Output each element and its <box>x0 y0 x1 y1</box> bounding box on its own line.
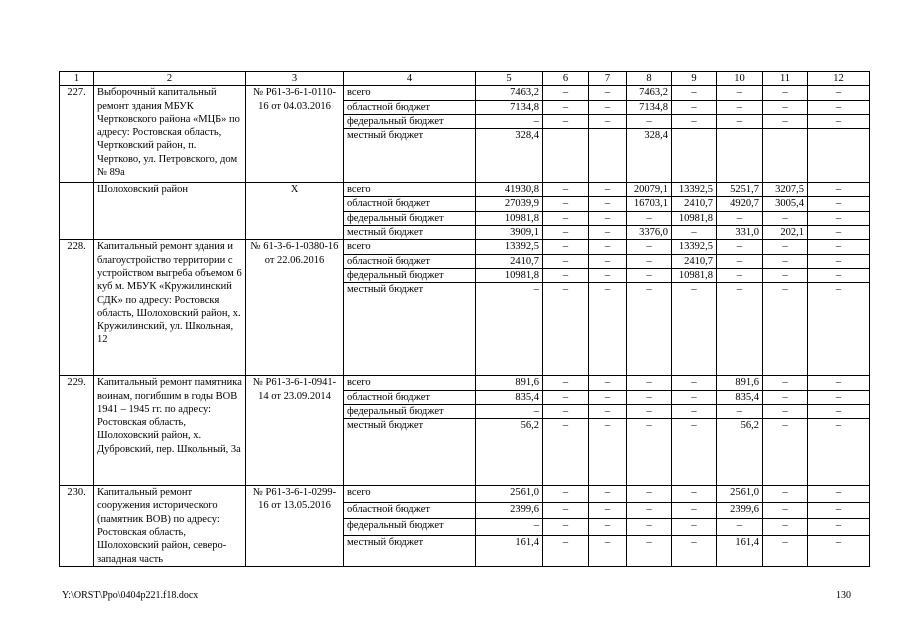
budget-table <box>59 71 870 567</box>
document-ref: № 61-3-6-1-0380-16 от 22.06.2016 <box>246 240 344 376</box>
amount-cell: – <box>672 226 717 240</box>
amount-cell <box>808 129 870 183</box>
amount-cell: – <box>589 268 627 282</box>
amount-cell: – <box>672 114 717 128</box>
amount-cell: – <box>627 519 672 536</box>
amount-cell: – <box>627 404 672 418</box>
document-ref: Х <box>246 183 344 240</box>
amount-cell: – <box>717 404 763 418</box>
amount-cell: – <box>589 240 627 254</box>
amount-cell: 10981,8 <box>672 268 717 282</box>
amount-cell: 835,4 <box>717 390 763 404</box>
amount-cell: – <box>808 226 870 240</box>
amount-cell: – <box>672 502 717 519</box>
document-ref: № Р61-3-6-1-0299-16 от 13.05.2016 <box>246 486 344 567</box>
amount-cell: – <box>476 114 543 128</box>
amount-cell: 5251,7 <box>717 183 763 197</box>
amount-cell: – <box>627 486 672 503</box>
amount-cell: – <box>589 211 627 225</box>
amount-cell: – <box>808 376 870 390</box>
amount-cell <box>672 129 717 183</box>
amount-cell: – <box>808 183 870 197</box>
funding-source-label: областной бюджет <box>344 197 476 211</box>
amount-cell <box>543 129 589 183</box>
amount-cell: – <box>589 404 627 418</box>
funding-source-label: федеральный бюджет <box>344 404 476 418</box>
amount-cell <box>763 129 808 183</box>
amount-cell: 7463,2 <box>627 86 672 100</box>
funding-source-label: федеральный бюджет <box>344 268 476 282</box>
document-ref: № Р61-3-6-1-0110-16 от 04.03.2016 <box>246 86 344 183</box>
table-row <box>60 486 870 503</box>
funding-source-label: областной бюджет <box>344 254 476 268</box>
amount-cell: – <box>672 86 717 100</box>
amount-cell: – <box>763 486 808 503</box>
amount-cell: – <box>589 254 627 268</box>
amount-cell: – <box>672 390 717 404</box>
column-number: 9 <box>672 72 717 86</box>
amount-cell: – <box>763 419 808 486</box>
amount-cell: – <box>763 535 808 566</box>
amount-cell: – <box>808 404 870 418</box>
column-number: 5 <box>476 72 543 86</box>
amount-cell: – <box>672 100 717 114</box>
amount-cell: – <box>808 486 870 503</box>
column-number: 7 <box>589 72 627 86</box>
amount-cell: 16703,1 <box>627 197 672 211</box>
amount-cell: – <box>627 502 672 519</box>
amount-cell: – <box>589 390 627 404</box>
amount-cell: 161,4 <box>476 535 543 566</box>
amount-cell: – <box>627 268 672 282</box>
funding-source-label: местный бюджет <box>344 226 476 240</box>
column-number: 1 <box>60 72 94 86</box>
amount-cell: – <box>627 376 672 390</box>
amount-cell: – <box>808 419 870 486</box>
amount-cell: – <box>476 404 543 418</box>
amount-cell: 3909,1 <box>476 226 543 240</box>
funding-source-label: областной бюджет <box>344 390 476 404</box>
amount-cell: – <box>808 535 870 566</box>
amount-cell: – <box>627 254 672 268</box>
amount-cell: – <box>543 268 589 282</box>
object-name: Капитальный ремонт здания и благоустройство территории с устройством выгреба объемом 6 куб м. МБУК «Кружилинский СДК» по адресу: Ростовскя область, Шолоховский район, х. Кружилинский, ул. Школьная, 12 <box>94 240 246 376</box>
column-number: 11 <box>763 72 808 86</box>
amount-cell: – <box>672 486 717 503</box>
amount-cell: 2410,7 <box>672 254 717 268</box>
amount-cell: 10981,8 <box>476 268 543 282</box>
footer-file-path: Y:\ORST\Ppo\0404p221.f18.docx <box>62 590 199 601</box>
amount-cell: 10981,8 <box>672 211 717 225</box>
amount-cell: – <box>808 197 870 211</box>
amount-cell: – <box>672 535 717 566</box>
amount-cell: 2410,7 <box>476 254 543 268</box>
funding-source-label: областной бюджет <box>344 502 476 519</box>
column-number: 10 <box>717 72 763 86</box>
amount-cell <box>717 129 763 183</box>
amount-cell: – <box>627 114 672 128</box>
amount-cell: 3207,5 <box>763 183 808 197</box>
funding-source-label: местный бюджет <box>344 419 476 486</box>
amount-cell: – <box>717 283 763 376</box>
document-ref: № Р61-3-6-1-0941-14 от 23.09.2014 <box>246 376 344 486</box>
amount-cell: 328,4 <box>476 129 543 183</box>
amount-cell: – <box>543 240 589 254</box>
object-name: Шолоховский район <box>94 183 246 240</box>
amount-cell: 56,2 <box>717 419 763 486</box>
amount-cell: – <box>808 502 870 519</box>
object-number: 227. <box>60 86 94 183</box>
object-name: Капитальный ремонт сооружения исторического (памятник ВОВ) по адресу: Ростовская область, Шолоховский район, северо-западная часть <box>94 486 246 567</box>
amount-cell: – <box>717 268 763 282</box>
object-number: 228. <box>60 240 94 376</box>
amount-cell: – <box>589 519 627 536</box>
amount-cell: 41930,8 <box>476 183 543 197</box>
amount-cell: 2561,0 <box>476 486 543 503</box>
amount-cell: 835,4 <box>476 390 543 404</box>
amount-cell: – <box>717 86 763 100</box>
amount-cell: 202,1 <box>763 226 808 240</box>
amount-cell: – <box>763 404 808 418</box>
object-number: 229. <box>60 376 94 486</box>
amount-cell: 2410,7 <box>672 197 717 211</box>
amount-cell: – <box>627 535 672 566</box>
amount-cell: – <box>763 254 808 268</box>
amount-cell: – <box>543 283 589 376</box>
amount-cell: – <box>672 519 717 536</box>
amount-cell: – <box>717 114 763 128</box>
amount-cell: – <box>627 211 672 225</box>
amount-cell: – <box>543 376 589 390</box>
amount-cell: – <box>808 240 870 254</box>
amount-cell: – <box>763 268 808 282</box>
amount-cell: 13392,5 <box>476 240 543 254</box>
amount-cell: – <box>763 86 808 100</box>
amount-cell: – <box>589 486 627 503</box>
object-number: 230. <box>60 486 94 567</box>
amount-cell: – <box>763 240 808 254</box>
amount-cell: – <box>543 197 589 211</box>
funding-source-label: местный бюджет <box>344 129 476 183</box>
amount-cell: – <box>589 535 627 566</box>
amount-cell: – <box>763 519 808 536</box>
amount-cell: 20079,1 <box>627 183 672 197</box>
amount-cell: – <box>589 100 627 114</box>
funding-source-label: федеральный бюджет <box>344 114 476 128</box>
amount-cell: – <box>543 535 589 566</box>
amount-cell: 3005,4 <box>763 197 808 211</box>
funding-source-label: всего <box>344 376 476 390</box>
amount-cell: – <box>589 419 627 486</box>
amount-cell: – <box>589 114 627 128</box>
amount-cell: – <box>476 519 543 536</box>
funding-source-label: областной бюджет <box>344 100 476 114</box>
amount-cell: – <box>808 114 870 128</box>
column-number: 8 <box>627 72 672 86</box>
amount-cell: – <box>627 283 672 376</box>
amount-cell: – <box>543 100 589 114</box>
amount-cell: 3376,0 <box>627 226 672 240</box>
amount-cell: – <box>763 100 808 114</box>
table-row <box>60 183 870 197</box>
amount-cell: – <box>543 183 589 197</box>
amount-cell: – <box>717 211 763 225</box>
amount-cell: – <box>763 502 808 519</box>
column-number: 6 <box>543 72 589 86</box>
amount-cell: – <box>672 419 717 486</box>
amount-cell: – <box>763 283 808 376</box>
amount-cell: – <box>808 283 870 376</box>
object-number <box>60 183 94 240</box>
amount-cell: – <box>543 502 589 519</box>
amount-cell: 2399,6 <box>476 502 543 519</box>
column-number: 3 <box>246 72 344 86</box>
amount-cell: 2561,0 <box>717 486 763 503</box>
table-row <box>60 86 870 100</box>
amount-cell: – <box>589 376 627 390</box>
object-name: Выборочный капитальный ремонт здания МБУК Чертковского района «МЦБ» по адресу: Ростовская область, Чертковский район, п. Чертково, ул. Петровского, дом № 89а <box>94 86 246 183</box>
amount-cell: – <box>543 390 589 404</box>
amount-cell: 56,2 <box>476 419 543 486</box>
amount-cell: – <box>808 254 870 268</box>
funding-source-label: федеральный бюджет <box>344 519 476 536</box>
funding-source-label: всего <box>344 183 476 197</box>
amount-cell: 4920,7 <box>717 197 763 211</box>
amount-cell: – <box>627 390 672 404</box>
amount-cell: – <box>808 268 870 282</box>
funding-source-label: всего <box>344 486 476 503</box>
amount-cell: 27039,9 <box>476 197 543 211</box>
amount-cell: 891,6 <box>717 376 763 390</box>
amount-cell: – <box>717 519 763 536</box>
funding-source-label: местный бюджет <box>344 535 476 566</box>
amount-cell: – <box>543 404 589 418</box>
amount-cell: 328,4 <box>627 129 672 183</box>
amount-cell: – <box>589 86 627 100</box>
amount-cell: – <box>808 390 870 404</box>
amount-cell: – <box>763 376 808 390</box>
table-row <box>60 240 870 254</box>
amount-cell: – <box>627 240 672 254</box>
amount-cell: – <box>543 419 589 486</box>
amount-cell: – <box>717 240 763 254</box>
amount-cell: – <box>589 197 627 211</box>
amount-cell: – <box>543 114 589 128</box>
amount-cell: 2399,6 <box>717 502 763 519</box>
amount-cell: 10981,8 <box>476 211 543 225</box>
object-name: Капитальный ремонт памятника воинам, погибшим в годы ВОВ 1941 – 1945 гг. по адресу: Ростовская область, Шолоховский район, х. Дубровский, пер. Школьный, 3а <box>94 376 246 486</box>
amount-cell: – <box>808 211 870 225</box>
amount-cell: – <box>672 283 717 376</box>
amount-cell: – <box>808 519 870 536</box>
amount-cell: – <box>543 254 589 268</box>
amount-cell: 7463,2 <box>476 86 543 100</box>
amount-cell: – <box>808 100 870 114</box>
funding-source-label: федеральный бюджет <box>344 211 476 225</box>
amount-cell: – <box>589 183 627 197</box>
page-number: 130 <box>836 590 851 601</box>
funding-source-label: всего <box>344 240 476 254</box>
amount-cell: – <box>543 519 589 536</box>
amount-cell: – <box>808 86 870 100</box>
amount-cell: 7134,8 <box>476 100 543 114</box>
amount-cell: – <box>589 502 627 519</box>
column-number: 2 <box>94 72 246 86</box>
amount-cell: – <box>717 100 763 114</box>
amount-cell: – <box>763 390 808 404</box>
amount-cell: – <box>589 226 627 240</box>
amount-cell: 7134,8 <box>627 100 672 114</box>
amount-cell: 891,6 <box>476 376 543 390</box>
amount-cell: – <box>589 283 627 376</box>
amount-cell: – <box>476 283 543 376</box>
amount-cell: – <box>543 211 589 225</box>
column-number: 12 <box>808 72 870 86</box>
amount-cell: – <box>543 86 589 100</box>
column-number: 4 <box>344 72 476 86</box>
amount-cell: 13392,5 <box>672 240 717 254</box>
amount-cell: – <box>717 254 763 268</box>
amount-cell <box>589 129 627 183</box>
amount-cell: 331,0 <box>717 226 763 240</box>
funding-source-label: местный бюджет <box>344 283 476 376</box>
column-numbers-row <box>60 72 870 86</box>
amount-cell: – <box>543 226 589 240</box>
amount-cell: – <box>763 211 808 225</box>
table-row <box>60 376 870 390</box>
funding-source-label: всего <box>344 86 476 100</box>
amount-cell: – <box>672 404 717 418</box>
amount-cell: – <box>763 114 808 128</box>
amount-cell: 161,4 <box>717 535 763 566</box>
amount-cell: – <box>672 376 717 390</box>
amount-cell: – <box>627 419 672 486</box>
amount-cell: 13392,5 <box>672 183 717 197</box>
amount-cell: – <box>543 486 589 503</box>
